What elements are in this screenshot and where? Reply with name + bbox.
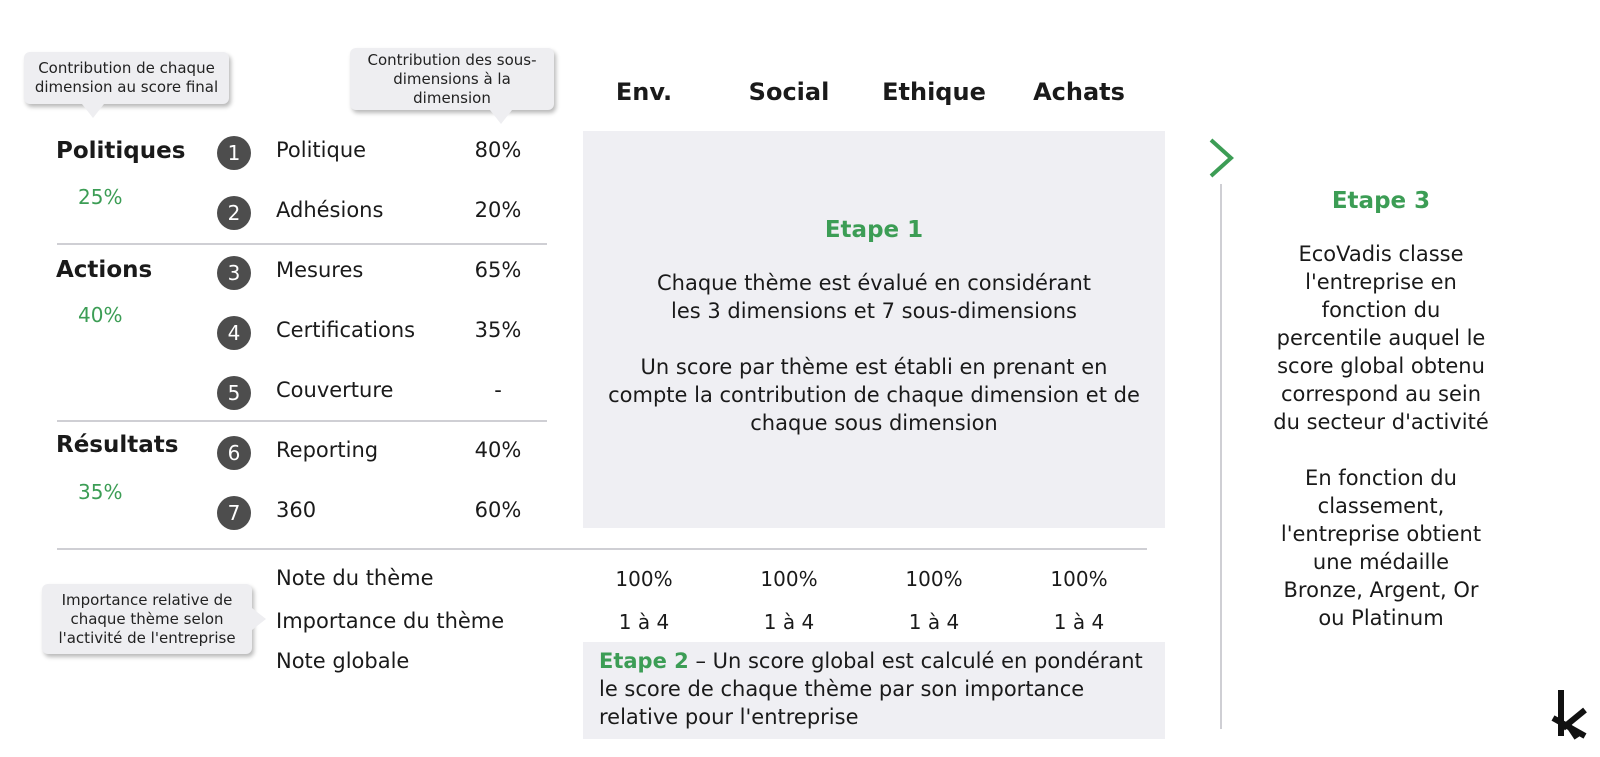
subdimension-pct-3: 65% [474, 258, 522, 282]
subdimension-number-5: 5 [217, 376, 251, 410]
etape1-box [583, 131, 1165, 528]
note-theme-value-ethique: 100% [905, 567, 963, 591]
subdimension-pct-6: 40% [474, 438, 522, 462]
dimension-pct-actions: 40% [78, 303, 123, 327]
subdimension-number-6: 6 [217, 436, 251, 470]
etape3-text-1: EcoVadis classe l'entreprise en fonction du percentile auquel le score global obtenu correspond au sein du secteur d'activité [1273, 242, 1489, 434]
note-theme-value-env: 100% [615, 567, 673, 591]
etape1-text-2: Un score par thème est établi en prenant en compte la contribution de chaque dimension et de chaque sous dimension [608, 355, 1140, 435]
etape3-panel [1270, 188, 1492, 632]
theme-header-achats: Achats [1033, 78, 1125, 106]
subdimension-name-7: 360 [276, 498, 317, 522]
chevron-right-icon [1206, 137, 1236, 179]
subdimension-number-4: 4 [217, 316, 251, 350]
etape2-text: – Un score global est calculé en pondérant le score de chaque thème par son importance relative pour l'entreprise [599, 649, 1143, 729]
importance-theme-value-social: 1 à 4 [763, 610, 815, 634]
callout-dimension-contribution-text: Contribution de chaque dimension au score final [34, 59, 219, 96]
row-label-importance-theme: Importance du thème [276, 609, 505, 633]
callout-dimension-contribution [24, 52, 229, 104]
subdimension-pct-4: 35% [474, 318, 522, 342]
subdimension-name-6: Reporting [276, 438, 379, 462]
subdimension-number-7: 7 [217, 496, 251, 530]
subdimension-name-5: Couverture [276, 378, 394, 402]
callout-theme-importance-text: Importance relative de chaque thème selon l'activité de l'entreprise [58, 590, 236, 647]
subdimension-pct-2: 20% [474, 198, 522, 222]
note-theme-value-achats: 100% [1050, 567, 1108, 591]
bottom-divider [57, 548, 1147, 550]
row-label-note-theme: Note du thème [276, 566, 434, 590]
dimension-name-politiques: Politiques [56, 138, 186, 164]
importance-theme-value-env: 1 à 4 [618, 610, 670, 634]
etape2-box [583, 642, 1165, 739]
etape3-title: Etape 3 [1331, 188, 1431, 214]
brand-logo-icon [1547, 688, 1591, 740]
dimension-pct-politiques: 25% [78, 185, 123, 209]
dimension-divider-2 [57, 420, 547, 422]
callout-subdimension-contribution [350, 48, 554, 110]
dimension-divider-1 [57, 243, 547, 245]
dimension-name-resultats: Résultats [56, 432, 179, 458]
etape1-title: Etape 1 [824, 217, 924, 243]
subdimension-number-1: 1 [217, 136, 251, 170]
importance-theme-value-achats: 1 à 4 [1053, 610, 1105, 634]
theme-header-ethique: Ethique [882, 78, 986, 106]
theme-header-env: Env. [615, 78, 673, 106]
subdimension-pct-5: - [494, 378, 502, 402]
note-theme-value-social: 100% [760, 567, 818, 591]
subdimension-number-2: 2 [217, 196, 251, 230]
etape2-title: Etape 2 [599, 649, 689, 673]
subdimension-name-2: Adhésions [276, 198, 384, 222]
etape1-text-1: Chaque thème est évalué en considérant les 3 dimensions et 7 sous-dimensions [657, 271, 1091, 323]
subdimension-pct-7: 60% [474, 498, 522, 522]
dimension-pct-resultats: 35% [78, 480, 123, 504]
subdimension-name-3: Mesures [276, 258, 364, 282]
etape3-text-2: En fonction du classement, l'entreprise obtient une médaille Bronze, Argent, Or ou Platinum [1280, 466, 1482, 630]
theme-header-social: Social [748, 78, 830, 106]
callout-subdimension-contribution-text: Contribution des sous-dimensions à la dimension [367, 50, 537, 107]
subdimension-number-3: 3 [217, 256, 251, 290]
step-separator-line [1220, 184, 1222, 729]
row-label-note-globale: Note globale [276, 649, 410, 673]
callout-theme-importance [42, 584, 252, 654]
dimension-name-actions: Actions [56, 257, 153, 283]
importance-theme-value-ethique: 1 à 4 [908, 610, 960, 634]
subdimension-name-4: Certifications [276, 318, 416, 342]
subdimension-pct-1: 80% [474, 138, 522, 162]
subdimension-name-1: Politique [276, 138, 367, 162]
